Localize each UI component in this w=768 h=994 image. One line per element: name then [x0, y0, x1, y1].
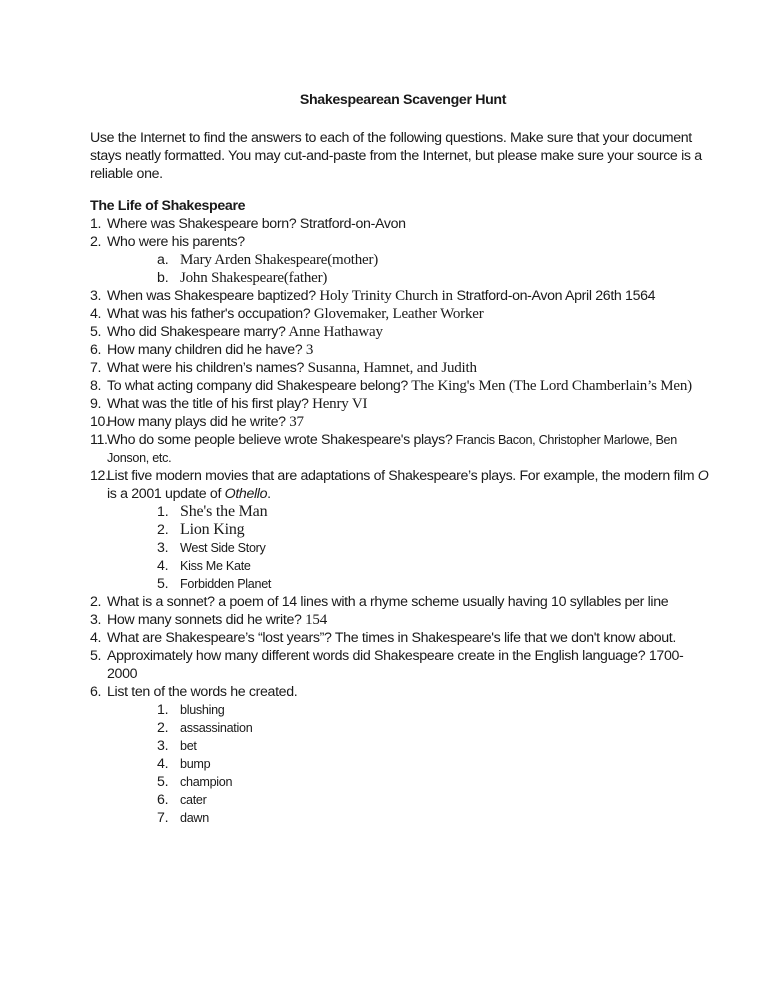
sublist-marker: 7. [157, 810, 169, 826]
question-text: What were his children’s names? [107, 360, 305, 376]
answer-text: Francis Bacon, Christopher Marlowe, Ben Jonson, etc. [107, 433, 677, 465]
sublist-marker: b. [157, 270, 169, 286]
question-item [90, 377, 710, 395]
word: dawn [180, 811, 209, 825]
movie-title: Forbidden Planet [180, 577, 272, 591]
question-number: 3. [90, 612, 102, 628]
question-text: How many plays did he write? [107, 414, 286, 430]
question-number: 6. [90, 342, 102, 358]
question-text: What is a sonnet? [107, 594, 215, 610]
question-text: Who were his parents? [107, 234, 245, 250]
sublist-item [90, 251, 710, 269]
movies-sublist [90, 503, 710, 593]
sublist-item [90, 521, 710, 539]
sublist-marker: 5. [157, 576, 169, 592]
question-text: How many children did he have? [107, 342, 303, 358]
answer-text: 154 [301, 612, 327, 628]
answer-text: Holy Trinity Church in [315, 288, 453, 304]
question-item [90, 395, 710, 413]
word: assassination [180, 721, 253, 735]
answer-text: Henry VI [308, 396, 368, 412]
question-item [90, 683, 710, 701]
word: champion [180, 775, 233, 789]
film-title-o: O [697, 468, 709, 484]
question-number: 2. [90, 594, 102, 610]
question-text: List five modern movies that are adaptations of Shakespeare’s plays. For example, the modern film [107, 468, 698, 484]
question-number: 4. [90, 630, 102, 646]
word: bump [180, 757, 211, 771]
question-item [90, 431, 710, 467]
answer-text: Anne Hathaway [285, 324, 383, 340]
question-text: How many sonnets did he write? [107, 612, 302, 628]
question-number: 6. [90, 684, 102, 700]
question-number: 9. [90, 396, 102, 412]
sublist-marker: 3. [157, 540, 169, 556]
question-item [90, 647, 710, 683]
question-number: 8. [90, 378, 102, 394]
question-number: 10. [90, 414, 109, 430]
sublist-item [90, 503, 710, 521]
words-sublist [90, 701, 710, 827]
question-number: 11. [90, 432, 108, 448]
sublist-marker: 2. [157, 522, 169, 538]
film-title-othello: Othello [224, 486, 268, 502]
sublist-item [90, 557, 710, 575]
sublist-item [90, 755, 710, 773]
question-number: 12. [90, 468, 109, 484]
sublist-marker: 1. [157, 504, 169, 520]
answer-text: 1700-2000 [107, 648, 684, 682]
question-text-end: . [267, 486, 271, 502]
question-text: List ten of the words he created. [107, 684, 298, 700]
sublist-marker: 4. [157, 558, 169, 574]
question-text: To what acting company did Shakespeare belong? [107, 378, 408, 394]
question-item [90, 233, 710, 251]
sublist-marker: 3. [157, 738, 169, 754]
question-number: 5. [90, 324, 102, 340]
answer-text: The King's Men (The Lord Chamberlain’s Men) [407, 378, 692, 394]
answer-text: a poem of 14 lines with a rhyme scheme usually having 10 syllables per line [214, 594, 669, 610]
question-text: What are Shakespeare’s “lost years”? [107, 630, 332, 646]
movie-title: West Side Story [180, 541, 266, 555]
sublist-item [90, 737, 710, 755]
sublist-marker: 2. [157, 720, 169, 736]
sublist-marker: a. [157, 252, 169, 268]
question-item [90, 323, 710, 341]
intro-paragraph: Use the Internet to find the answers to each of the following questions. Make sure that your document stays neatly formatted. You may cut-and-paste from the Internet, but please make sure your source is a reliable one. [90, 130, 702, 182]
question-item [90, 611, 710, 629]
answer-text: Glovemaker, Leather Worker [310, 306, 484, 322]
answer-text: The times in Shakespeare's life that we don't know about. [331, 630, 676, 646]
question-item [90, 305, 710, 323]
movie-title: Lion King [180, 521, 245, 538]
answer-text: Susanna, Hamnet, and Judith [304, 360, 477, 376]
question-item [90, 413, 710, 431]
sublist-item [90, 269, 710, 287]
question-item [90, 215, 710, 233]
sublist-item [90, 719, 710, 737]
question-list [90, 215, 710, 251]
sublist-item [90, 575, 710, 593]
question-item [90, 467, 710, 503]
question-text: What was his father's occupation? [107, 306, 311, 322]
question-item [90, 593, 710, 611]
section-heading: The Life of Shakespeare [90, 198, 246, 214]
movie-title: Kiss Me Kate [180, 559, 251, 573]
parents-sublist [90, 251, 710, 287]
question-number: 2. [90, 234, 102, 250]
answer-text: Stratford-on-Avon [296, 216, 406, 232]
question-item [90, 359, 710, 377]
question-text: When was Shakespeare baptized? [107, 288, 316, 304]
question-text: Who did Shakespeare marry? [107, 324, 286, 340]
answer-text-sans: Stratford-on-Avon April 26th 1564 [452, 288, 656, 304]
question-number: 7. [90, 360, 102, 376]
sublist-marker: 4. [157, 756, 169, 772]
question-item [90, 629, 710, 647]
answer-text: 37 [285, 414, 304, 430]
sublist-marker: 1. [157, 702, 169, 718]
question-item [90, 287, 710, 305]
answer-text: Mary Arden Shakespeare(mother) [180, 252, 379, 268]
answer-text: John Shakespeare(father) [180, 270, 328, 286]
sublist-item [90, 701, 710, 719]
question-number: 5. [90, 648, 102, 664]
answer-text: 3 [302, 342, 314, 358]
question-text-mid: is a 2001 update of [107, 486, 225, 502]
word: blushing [180, 703, 225, 717]
sublist-item [90, 539, 710, 557]
movie-title: She's the Man [180, 503, 268, 520]
sublist-item [90, 773, 710, 791]
word: cater [180, 793, 207, 807]
sublist-item [90, 809, 710, 827]
question-list [90, 593, 710, 701]
question-text: Who do some people believe wrote Shakespeare's plays? [107, 432, 453, 448]
document-title: Shakespearean Scavenger Hunt [299, 92, 507, 108]
sublist-marker: 6. [157, 792, 169, 808]
question-number: 3. [90, 288, 102, 304]
question-item [90, 341, 710, 359]
word: bet [180, 739, 197, 753]
question-text: What was the title of his first play? [107, 396, 309, 412]
sublist-item [90, 791, 710, 809]
question-number: 1. [90, 216, 102, 232]
document-page [90, 91, 710, 827]
question-text: Approximately how many different words did Shakespeare create in the English language? [107, 648, 646, 664]
question-list [90, 287, 710, 503]
sublist-marker: 5. [157, 774, 169, 790]
question-number: 4. [90, 306, 102, 322]
question-text: Where was Shakespeare born? [107, 216, 297, 232]
